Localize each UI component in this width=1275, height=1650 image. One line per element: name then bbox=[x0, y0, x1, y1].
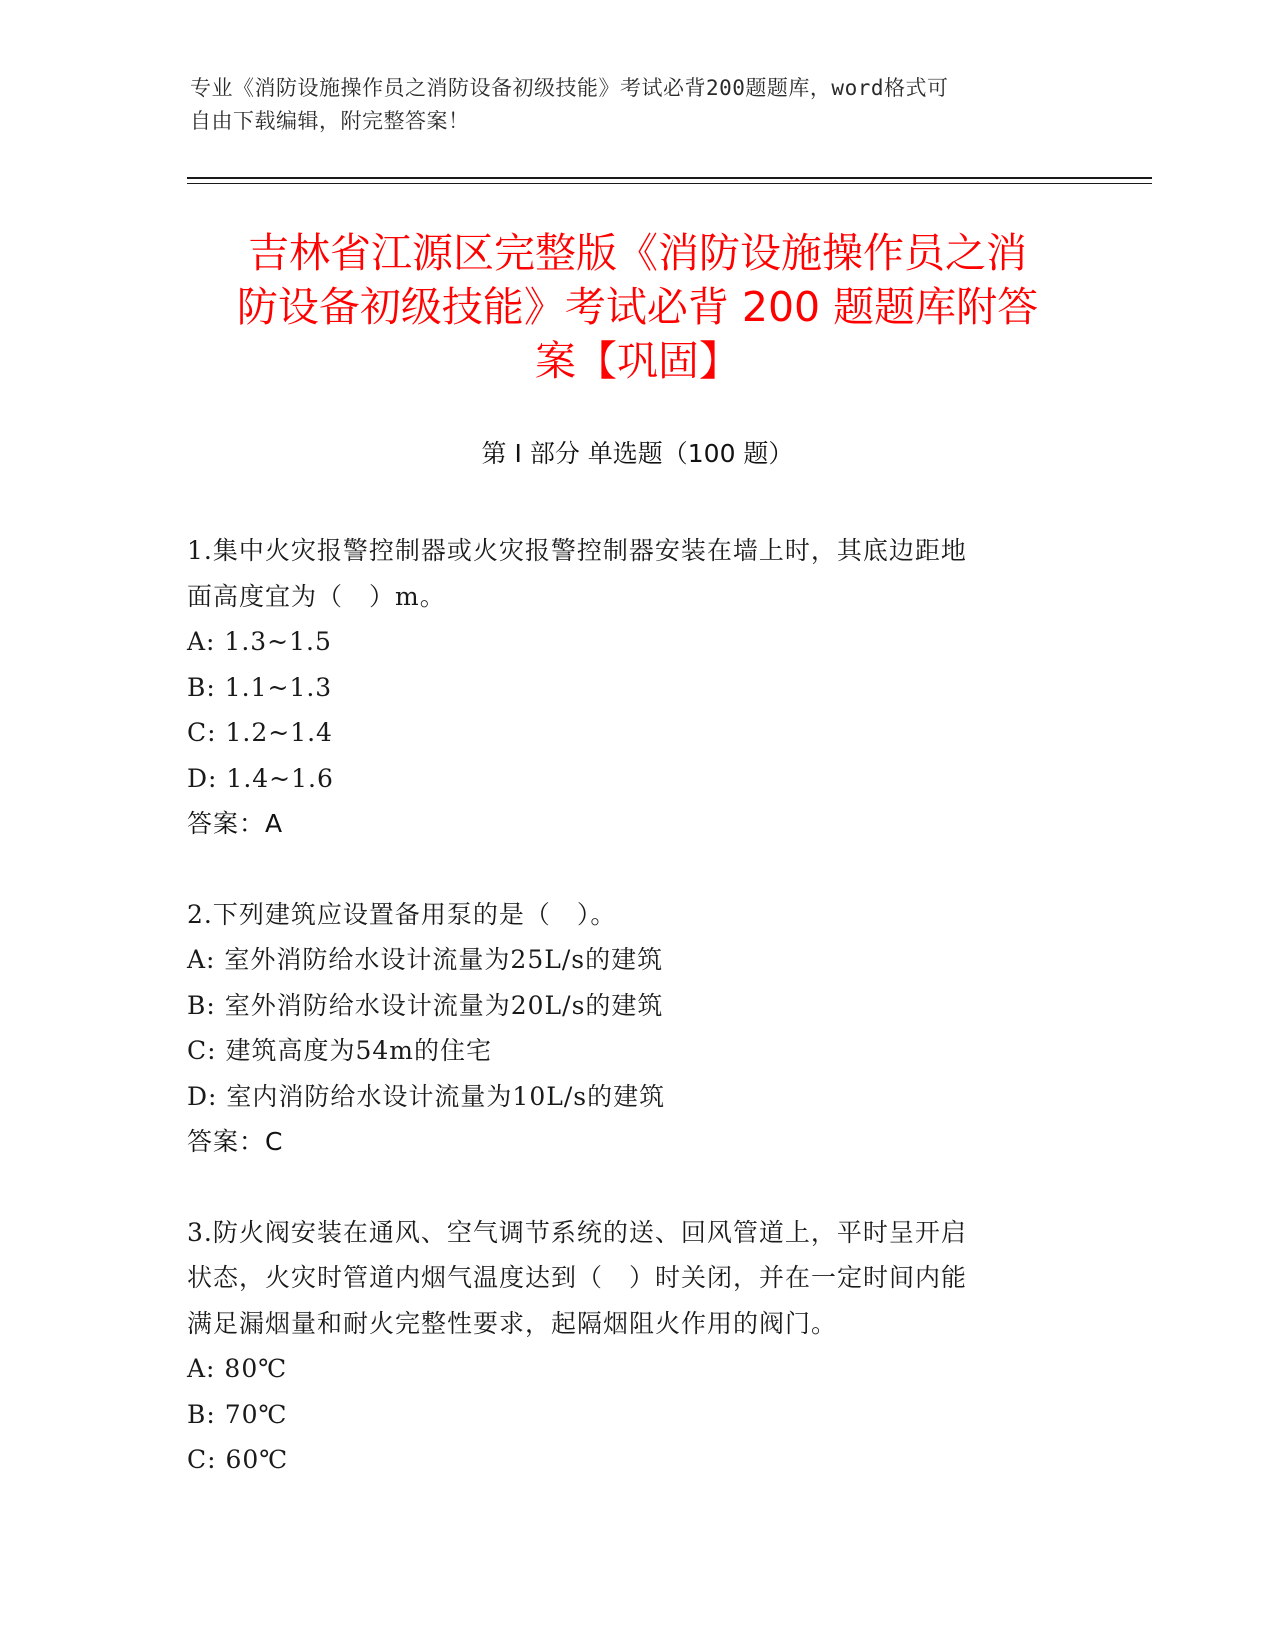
option-b: B: 70℃ bbox=[187, 1399, 288, 1429]
question-list bbox=[187, 528, 1087, 1528]
section-title: 第 I 部分 单选题（100 题） bbox=[481, 439, 794, 468]
option-d: D: 室内消防给水设计流量为10L/s的建筑 bbox=[187, 1081, 666, 1111]
question-stem-line: 1.集中火灾报警控制器或火灾报警控制器安装在墙上时，其底边距地 bbox=[187, 536, 967, 565]
question-stem bbox=[187, 892, 1087, 938]
option-a: A: 1.3~1.5 bbox=[187, 627, 332, 656]
question-stem-line: 状态，火灾时管道内烟气温度达到（ ）时关闭，并在一定时间内能 bbox=[187, 1263, 968, 1292]
question-stem-line: 满足漏烟量和耐火完整性要求，起隔烟阻火作用的阀门。 bbox=[187, 1308, 838, 1338]
question-stem bbox=[187, 1210, 1087, 1347]
header-note-line: 专业《消防设施操作员之消防设备初级技能》考试必背200题题库，word格式可 bbox=[190, 76, 949, 100]
option-b: B: 1.1~1.3 bbox=[187, 672, 333, 702]
option-b: B: 室外消防给水设计流量为20L/s的建筑 bbox=[187, 990, 664, 1020]
title-line: 防设备初级技能》考试必背 200 题题库附答 bbox=[236, 283, 1039, 331]
answer: 答案：A bbox=[187, 809, 284, 838]
question-3 bbox=[187, 1210, 1087, 1483]
option-c: C: 建筑高度为54m的住宅 bbox=[187, 1036, 493, 1065]
option-c: C: 1.2~1.4 bbox=[187, 718, 333, 747]
option-a: A: 80℃ bbox=[187, 1354, 288, 1383]
header-note bbox=[190, 72, 1070, 138]
header-divider-thin bbox=[187, 183, 1152, 184]
question-stem-line: 3.防火阀安装在通风、空气调节系统的送、回风管道上，平时呈开启 bbox=[187, 1217, 967, 1247]
document-title bbox=[150, 226, 1125, 388]
question-stem-line: 2.下列建筑应设置备用泵的是（ ）。 bbox=[187, 899, 617, 929]
question-2 bbox=[187, 892, 1087, 1165]
header-note-line: 自由下载编辑，附完整答案！ bbox=[190, 109, 470, 133]
title-line: 案【巩固】 bbox=[535, 337, 740, 385]
question-stem bbox=[187, 528, 1087, 619]
question-1 bbox=[187, 528, 1087, 847]
question-stem-line: 面高度宜为（ ）m。 bbox=[187, 581, 446, 611]
option-c: C: 60℃ bbox=[187, 1445, 289, 1474]
answer: 答案：C bbox=[187, 1127, 284, 1156]
option-a: A: 室外消防给水设计流量为25L/s的建筑 bbox=[187, 945, 664, 974]
title-line: 吉林省江源区完整版《消防设施操作员之消 bbox=[248, 229, 1027, 277]
header-divider bbox=[187, 177, 1152, 179]
option-d: D: 1.4~1.6 bbox=[187, 763, 334, 793]
